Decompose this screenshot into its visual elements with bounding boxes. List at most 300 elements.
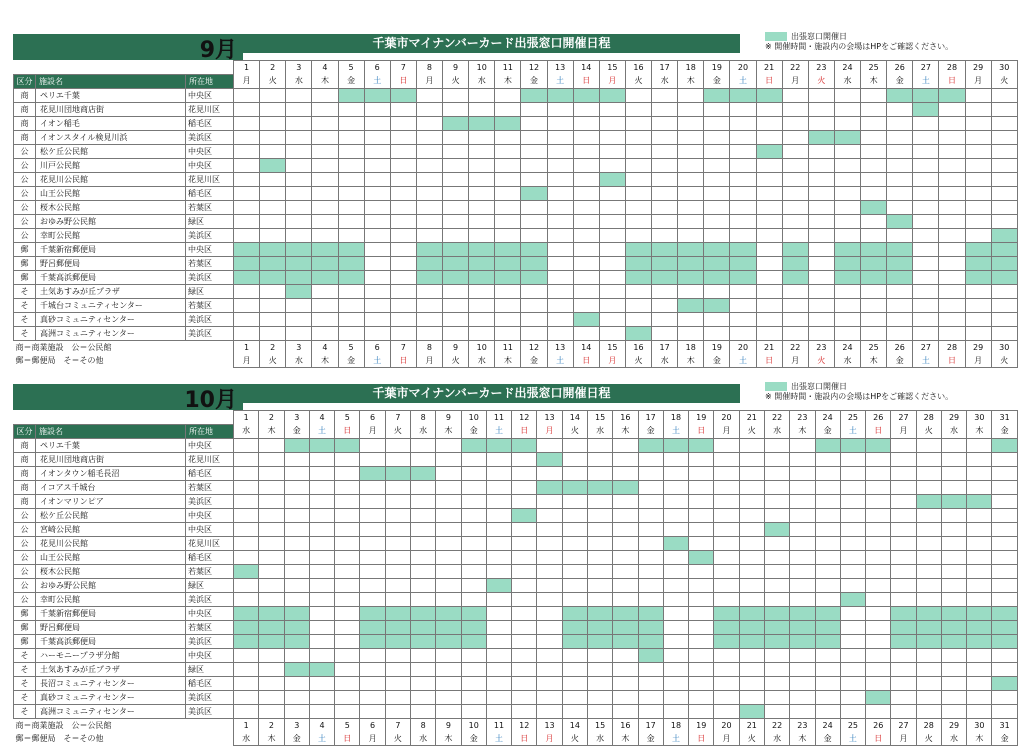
- day-cell: [663, 466, 688, 480]
- location-cell: 緑区: [186, 214, 234, 228]
- day-cell: [866, 634, 891, 648]
- day-number: 17: [652, 61, 678, 75]
- day-cell: [587, 522, 612, 536]
- day-cell: [991, 326, 1017, 340]
- day-cell: [486, 662, 511, 676]
- day-cell: [411, 690, 436, 704]
- day-cell: [992, 466, 1017, 480]
- day-cell: [338, 312, 364, 326]
- day-cell: [335, 676, 360, 690]
- facility-name: 千葉新宿郵便局: [36, 606, 186, 620]
- day-cell: [562, 536, 587, 550]
- facility-row: [14, 578, 1018, 592]
- day-cell: [390, 144, 416, 158]
- day-cell: [689, 662, 714, 676]
- day-cell: [537, 536, 562, 550]
- day-cell: [840, 690, 865, 704]
- day-cell: [663, 522, 688, 536]
- day-cell: [312, 186, 338, 200]
- day-number: 7: [390, 340, 416, 354]
- facility-row: [14, 564, 1018, 578]
- day-cell: [652, 88, 678, 102]
- day-cell: [891, 662, 916, 676]
- event-day-cell: [613, 480, 638, 494]
- day-cell: [360, 704, 385, 718]
- location-cell: 緑区: [186, 662, 234, 676]
- day-cell: [834, 326, 860, 340]
- event-day-cell: [416, 256, 442, 270]
- day-cell: [730, 130, 756, 144]
- day-cell: [714, 676, 739, 690]
- facility-row: [14, 186, 1018, 200]
- day-cell: [461, 508, 486, 522]
- event-day-cell: [613, 634, 638, 648]
- kubun-cell: 商: [14, 438, 36, 452]
- event-day-cell: [260, 256, 286, 270]
- event-day-cell: [866, 438, 891, 452]
- day-number: 21: [739, 411, 764, 425]
- day-cell: [939, 158, 965, 172]
- day-cell: [486, 508, 511, 522]
- day-number: 5: [335, 718, 360, 732]
- day-cell: [443, 298, 469, 312]
- day-cell: [866, 452, 891, 466]
- day-cell: [815, 522, 840, 536]
- day-number: 27: [913, 61, 939, 75]
- day-cell: [512, 676, 537, 690]
- event-day-cell: [764, 606, 789, 620]
- day-cell: [385, 676, 410, 690]
- day-cell: [992, 536, 1017, 550]
- day-cell: [730, 298, 756, 312]
- day-cell: [562, 508, 587, 522]
- event-day-cell: [521, 256, 547, 270]
- kubun-cell: そ: [14, 662, 36, 676]
- weekday-label: 日: [866, 732, 891, 746]
- facility-row: [14, 298, 1018, 312]
- day-cell: [469, 284, 495, 298]
- day-number: 21: [739, 718, 764, 732]
- day-cell: [840, 550, 865, 564]
- day-cell: [808, 270, 834, 284]
- day-cell: [360, 690, 385, 704]
- day-cell: [965, 144, 991, 158]
- day-cell: [965, 158, 991, 172]
- kubun-cell: 公: [14, 592, 36, 606]
- event-day-cell: [965, 256, 991, 270]
- day-cell: [360, 438, 385, 452]
- day-cell: [764, 480, 789, 494]
- day-cell: [834, 144, 860, 158]
- day-cell: [461, 536, 486, 550]
- day-cell: [309, 690, 334, 704]
- day-cell: [815, 676, 840, 690]
- day-cell: [537, 690, 562, 704]
- day-cell: [613, 578, 638, 592]
- day-cell: [573, 102, 599, 116]
- day-cell: [443, 200, 469, 214]
- weekday-label: 木: [861, 74, 887, 88]
- day-cell: [512, 704, 537, 718]
- day-cell: [939, 256, 965, 270]
- day-cell: [512, 466, 537, 480]
- day-cell: [866, 620, 891, 634]
- day-cell: [436, 522, 461, 536]
- event-day-cell: [416, 270, 442, 284]
- kubun-cell: 公: [14, 158, 36, 172]
- weekday-label: 金: [887, 74, 913, 88]
- day-cell: [260, 312, 286, 326]
- day-cell: [436, 494, 461, 508]
- kubun-cell: そ: [14, 704, 36, 718]
- day-cell: [486, 592, 511, 606]
- day-cell: [385, 536, 410, 550]
- day-cell: [495, 130, 521, 144]
- day-cell: [782, 116, 808, 130]
- month-banner: [13, 34, 243, 63]
- day-cell: [689, 536, 714, 550]
- day-cell: [436, 438, 461, 452]
- day-cell: [364, 200, 390, 214]
- day-cell: [436, 704, 461, 718]
- event-day-cell: [411, 634, 436, 648]
- day-cell: [678, 158, 704, 172]
- day-cell: [260, 172, 286, 186]
- day-cell: [704, 200, 730, 214]
- day-cell: [260, 186, 286, 200]
- day-cell: [461, 704, 486, 718]
- day-cell: [312, 284, 338, 298]
- day-cell: [939, 130, 965, 144]
- day-cell: [512, 536, 537, 550]
- day-cell: [486, 536, 511, 550]
- footer-legend-1: 商＝商業施設 公＝公民館: [15, 342, 112, 352]
- weekday-label: 木: [613, 424, 638, 438]
- day-cell: [866, 550, 891, 564]
- event-day-cell: [461, 634, 486, 648]
- event-day-cell: [887, 256, 913, 270]
- day-cell: [512, 550, 537, 564]
- day-cell: [808, 326, 834, 340]
- day-cell: [573, 144, 599, 158]
- day-cell: [840, 606, 865, 620]
- day-cell: [689, 648, 714, 662]
- day-cell: [573, 228, 599, 242]
- event-day-cell: [739, 620, 764, 634]
- kubun-cell: そ: [14, 648, 36, 662]
- facility-row: [14, 620, 1018, 634]
- day-cell: [739, 452, 764, 466]
- day-cell: [866, 522, 891, 536]
- day-cell: [547, 270, 573, 284]
- facility-name: 幸町公民館: [36, 228, 186, 242]
- day-number: 5: [335, 411, 360, 425]
- day-number: 9: [443, 340, 469, 354]
- weekday-label: 土: [840, 424, 865, 438]
- location-cell: 稲毛区: [186, 116, 234, 130]
- day-cell: [436, 508, 461, 522]
- day-cell: [891, 690, 916, 704]
- day-number: 23: [790, 411, 815, 425]
- day-number: 9: [436, 411, 461, 425]
- day-cell: [573, 214, 599, 228]
- day-number: 22: [782, 61, 808, 75]
- day-cell: [638, 536, 663, 550]
- day-cell: [866, 578, 891, 592]
- day-cell: [364, 312, 390, 326]
- day-cell: [913, 214, 939, 228]
- day-cell: [689, 690, 714, 704]
- event-day-cell: [521, 270, 547, 284]
- day-cell: [495, 214, 521, 228]
- day-cell: [309, 452, 334, 466]
- day-number: 1: [234, 411, 259, 425]
- day-cell: [891, 648, 916, 662]
- day-cell: [887, 158, 913, 172]
- day-number: 7: [385, 411, 410, 425]
- event-day-cell: [991, 270, 1017, 284]
- day-number: 21: [756, 61, 782, 75]
- day-cell: [891, 466, 916, 480]
- day-number: 24: [815, 411, 840, 425]
- weekday-label: 日: [335, 424, 360, 438]
- day-cell: [521, 214, 547, 228]
- day-cell: [390, 270, 416, 284]
- day-cell: [547, 228, 573, 242]
- day-cell: [260, 144, 286, 158]
- day-cell: [808, 312, 834, 326]
- weekday-label: 月: [234, 74, 260, 88]
- day-cell: [840, 676, 865, 690]
- day-cell: [495, 144, 521, 158]
- day-cell: [834, 88, 860, 102]
- day-cell: [861, 228, 887, 242]
- kubun-cell: そ: [14, 676, 36, 690]
- facility-name: 真砂コミュニティセンター: [36, 312, 186, 326]
- day-cell: [840, 522, 865, 536]
- facility-name: 千葉高浜郵便局: [36, 270, 186, 284]
- day-cell: [887, 228, 913, 242]
- weekday-label: 木: [790, 424, 815, 438]
- day-cell: [284, 494, 309, 508]
- location-cell: 緑区: [186, 578, 234, 592]
- day-cell: [790, 690, 815, 704]
- location-cell: 美浜区: [186, 326, 234, 340]
- day-number: 20: [714, 411, 739, 425]
- event-day-cell: [625, 326, 651, 340]
- day-cell: [790, 508, 815, 522]
- weekday-label: 土: [547, 74, 573, 88]
- day-cell: [840, 508, 865, 522]
- day-cell: [360, 550, 385, 564]
- weekday-label: 水: [834, 74, 860, 88]
- day-cell: [259, 438, 284, 452]
- day-cell: [967, 690, 992, 704]
- day-cell: [638, 564, 663, 578]
- day-cell: [840, 620, 865, 634]
- day-cell: [573, 256, 599, 270]
- day-cell: [739, 578, 764, 592]
- day-cell: [390, 214, 416, 228]
- day-cell: [312, 116, 338, 130]
- location-cell: 稲毛区: [186, 186, 234, 200]
- day-cell: [286, 88, 312, 102]
- day-number: 29: [965, 340, 991, 354]
- event-day-cell: [992, 634, 1017, 648]
- day-cell: [887, 326, 913, 340]
- event-day-cell: [284, 620, 309, 634]
- day-cell: [991, 102, 1017, 116]
- event-day-cell: [338, 242, 364, 256]
- day-cell: [714, 452, 739, 466]
- event-day-cell: [486, 438, 511, 452]
- day-cell: [461, 592, 486, 606]
- day-cell: [562, 452, 587, 466]
- facility-name: イオンタウン稲毛長沼: [36, 466, 186, 480]
- day-cell: [234, 494, 259, 508]
- day-cell: [309, 550, 334, 564]
- day-cell: [411, 592, 436, 606]
- schedule-title: 千葉市マイナンバーカード出張窓口開催日程: [243, 34, 740, 53]
- day-number: 3: [284, 411, 309, 425]
- day-cell: [234, 88, 260, 102]
- day-cell: [495, 200, 521, 214]
- day-cell: [335, 690, 360, 704]
- event-day-cell: [587, 634, 612, 648]
- day-cell: [587, 662, 612, 676]
- event-day-cell: [704, 270, 730, 284]
- day-cell: [364, 256, 390, 270]
- day-number: 19: [689, 411, 714, 425]
- day-cell: [965, 186, 991, 200]
- facility-row: [14, 102, 1018, 116]
- day-cell: [537, 466, 562, 480]
- day-cell: [625, 158, 651, 172]
- location-cell: 美浜区: [186, 130, 234, 144]
- day-cell: [861, 144, 887, 158]
- day-cell: [234, 466, 259, 480]
- day-cell: [866, 536, 891, 550]
- day-number: 10: [469, 61, 495, 75]
- day-cell: [840, 480, 865, 494]
- event-day-cell: [730, 256, 756, 270]
- day-cell: [547, 102, 573, 116]
- day-cell: [390, 326, 416, 340]
- day-cell: [663, 620, 688, 634]
- weekday-label: 金: [638, 732, 663, 746]
- day-cell: [599, 326, 625, 340]
- day-cell: [284, 522, 309, 536]
- day-cell: [562, 648, 587, 662]
- day-cell: [638, 508, 663, 522]
- facility-header: 施設名: [36, 74, 186, 88]
- facility-row: [14, 158, 1018, 172]
- day-cell: [286, 312, 312, 326]
- weekday-label: 水: [286, 354, 312, 368]
- day-cell: [385, 704, 410, 718]
- weekday-label: 金: [461, 732, 486, 746]
- facility-row: [14, 662, 1018, 676]
- day-cell: [861, 172, 887, 186]
- day-cell: [469, 326, 495, 340]
- facility-row: [14, 536, 1018, 550]
- kubun-cell: 公: [14, 536, 36, 550]
- day-cell: [436, 550, 461, 564]
- footer-row: [14, 340, 1018, 354]
- day-cell: [967, 578, 992, 592]
- event-day-cell: [678, 298, 704, 312]
- calendar-header: [13, 382, 1017, 413]
- weekday-label: 木: [967, 424, 992, 438]
- day-cell: [714, 578, 739, 592]
- day-cell: [234, 298, 260, 312]
- facility-name: 長沼コミュニティセンター: [36, 676, 186, 690]
- weekday-label: 火: [739, 424, 764, 438]
- weekday-label: 火: [260, 74, 286, 88]
- event-day-cell: [730, 270, 756, 284]
- day-cell: [689, 606, 714, 620]
- day-cell: [443, 284, 469, 298]
- day-cell: [861, 186, 887, 200]
- day-cell: [385, 564, 410, 578]
- day-cell: [913, 228, 939, 242]
- day-cell: [625, 116, 651, 130]
- day-cell: [913, 256, 939, 270]
- day-cell: [416, 130, 442, 144]
- event-day-cell: [941, 634, 966, 648]
- day-cell: [312, 102, 338, 116]
- day-cell: [815, 452, 840, 466]
- day-cell: [364, 284, 390, 298]
- weekday-label: 月: [360, 732, 385, 746]
- location-cell: 中央区: [186, 88, 234, 102]
- day-cell: [638, 578, 663, 592]
- day-cell: [335, 648, 360, 662]
- day-cell: [834, 284, 860, 298]
- day-cell: [764, 592, 789, 606]
- kubun-cell: 公: [14, 214, 36, 228]
- day-cell: [739, 438, 764, 452]
- day-cell: [815, 704, 840, 718]
- event-day-cell: [284, 662, 309, 676]
- day-cell: [663, 690, 688, 704]
- day-cell: [364, 298, 390, 312]
- day-cell: [284, 480, 309, 494]
- day-cell: [284, 648, 309, 662]
- day-cell: [495, 326, 521, 340]
- day-cell: [312, 158, 338, 172]
- event-day-cell: [411, 620, 436, 634]
- day-cell: [689, 634, 714, 648]
- day-cell: [416, 214, 442, 228]
- event-day-cell: [913, 102, 939, 116]
- day-cell: [782, 284, 808, 298]
- day-cell: [562, 578, 587, 592]
- day-cell: [562, 592, 587, 606]
- day-cell: [756, 312, 782, 326]
- event-day-cell: [260, 270, 286, 284]
- day-cell: [714, 550, 739, 564]
- day-cell: [689, 578, 714, 592]
- weekday-label: 木: [495, 354, 521, 368]
- day-cell: [360, 578, 385, 592]
- day-cell: [815, 466, 840, 480]
- day-cell: [234, 522, 259, 536]
- day-cell: [704, 228, 730, 242]
- weekday-label: 日: [390, 354, 416, 368]
- day-cell: [866, 704, 891, 718]
- location-cell: 稲毛区: [186, 550, 234, 564]
